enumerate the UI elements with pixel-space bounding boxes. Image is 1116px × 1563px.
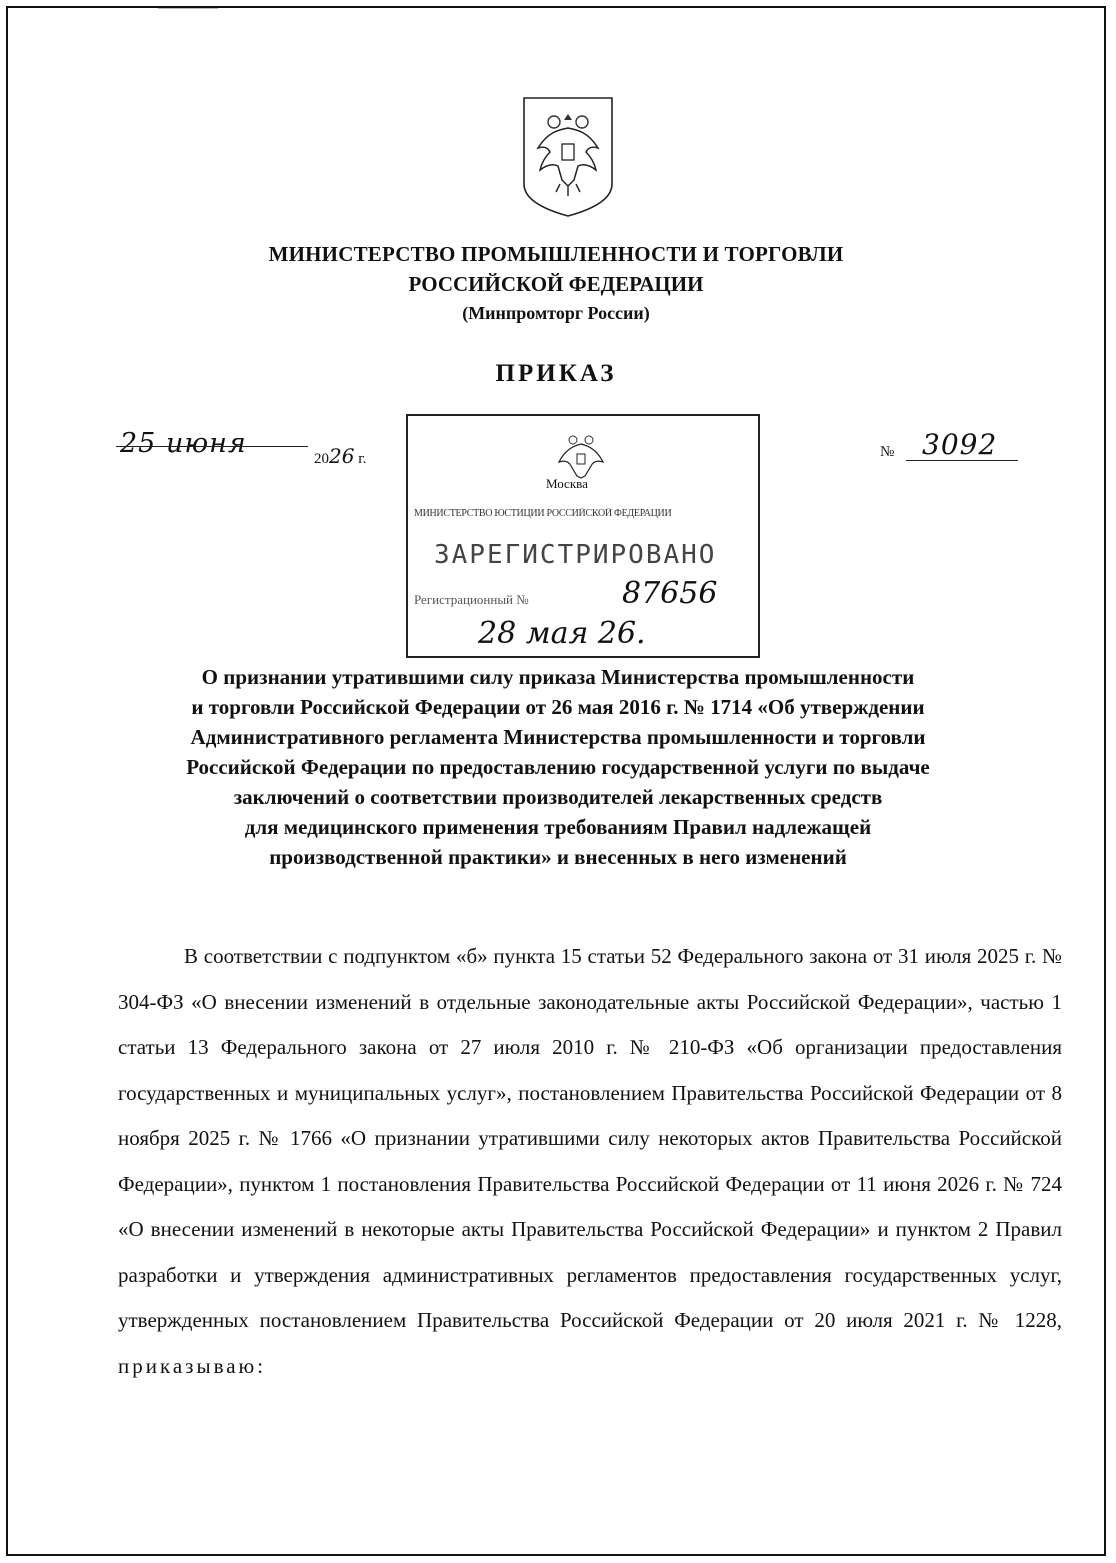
title-line: для медицинского применения требованиям Правил надлежащей xyxy=(244,815,872,839)
year-suffix: г. xyxy=(358,451,367,467)
order-title xyxy=(108,662,1008,872)
stamp-registration-date: 28 мая 26. xyxy=(478,616,646,651)
body-closing: приказываю: xyxy=(118,1353,267,1378)
stamp-emblem xyxy=(553,430,609,480)
registration-stamp xyxy=(406,414,760,658)
number-label: № xyxy=(880,444,895,460)
order-body xyxy=(118,934,1062,1389)
title-line: Административного регламента Министерства промышленности и торговли xyxy=(190,725,926,749)
coat-of-arms-emblem xyxy=(518,92,618,220)
stamp-registered: ЗАРЕГИСТРИРОВАНО xyxy=(434,540,717,570)
ministry-short-name: (Минпромторг России) xyxy=(462,303,650,323)
ministry-name-line2: РОССИЙСКОЙ ФЕДЕРАЦИИ xyxy=(408,272,704,296)
year-prefix: 20 xyxy=(314,451,329,467)
stamp-city: Москва xyxy=(546,476,588,491)
stamp-ministry: МИНИСТЕРСТВО ЮСТИЦИИ РОССИЙСКОЙ ФЕДЕРАЦИИ xyxy=(414,508,672,519)
body-text: В соответствии с подпунктом «б» пункта 15 статьи 52 Федерального закона от 31 июля 2025 г. № 304-ФЗ «О внесении изменений в отдельные законодательные акты Российской Федерации», частью 1 статьи 13 Федерального закона от 27 июля 2010 г. № 210-ФЗ «Об организации предоставления государственных и муниципальных услуг», постановлением Правительства Российской Федерации от 8 ноября 2025 г. № 1766 «О признании утратившими силу некоторых актов Правительства Российской Федерации», пунктом 1 постановления Правительства Российской Федерации от 11 июня 2026 г. № 724 «О внесении изменений в некоторые акты Правительства Российской Федерации» и пунктом 2 Правил разработки и утверждения административных регламентов предоставления государственных услуг, утвержденных постановлением Правительства Российской Федерации от 20 июля 2021 г. № 1228, xyxy=(118,944,1062,1332)
date-underline xyxy=(116,446,308,447)
document-type-heading: ПРИКАЗ xyxy=(495,360,617,387)
title-line: заключений о соответствии производителей лекарственных средств xyxy=(233,785,883,809)
number-underline xyxy=(906,460,1018,461)
title-line: производственной практики» и внесенных в него изменений xyxy=(269,845,847,869)
body-paragraph xyxy=(118,934,1062,1389)
handwritten-number: 3092 xyxy=(922,428,998,461)
ministry-name-line1: МИНИСТЕРСТВО ПРОМЫШЛЕННОСТИ И ТОРГОВЛИ xyxy=(268,242,844,266)
year-handwritten: 26 xyxy=(329,444,355,468)
document-page xyxy=(6,6,1106,1556)
stamp-registration-label: Регистрационный № xyxy=(414,592,529,607)
stamp-registration-number: 87656 xyxy=(622,576,718,611)
title-line: и торговли Российской Федерации от 26 мая 2016 г. № 1714 «Об утверждении xyxy=(191,695,925,719)
title-line: О признании утратившими силу приказа Министерства промышленности xyxy=(201,665,915,689)
title-line: Российской Федерации по предоставлению государственной услуги по выдаче xyxy=(186,755,930,779)
handwritten-date: 25 июня xyxy=(120,428,247,459)
date-year xyxy=(314,444,366,468)
page-edge-mark xyxy=(158,8,218,9)
